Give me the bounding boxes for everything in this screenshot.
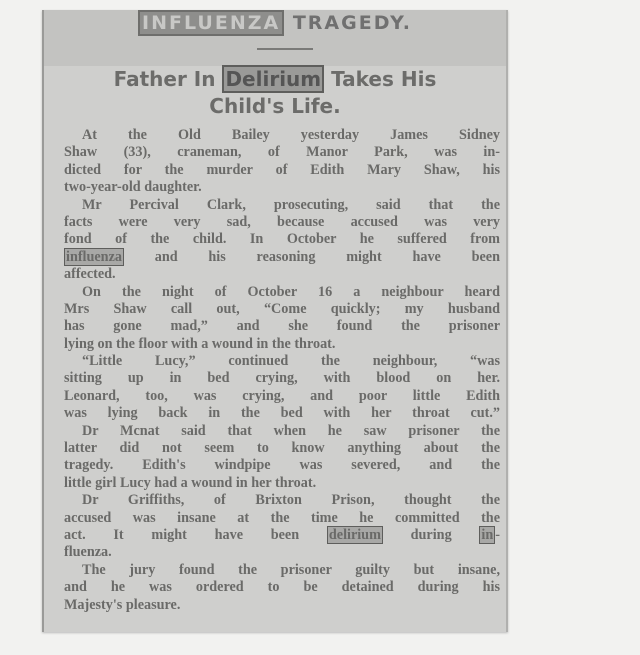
boxed-word: delirium <box>328 526 381 543</box>
line-text: Mr Percival Clark, prosecuting, said that the <box>82 196 500 213</box>
line-text: and he was ordered to be detained during his <box>64 579 500 596</box>
article-line <box>64 214 500 231</box>
line-text: facts were very sad, because accused was very <box>64 213 500 230</box>
article-line <box>64 266 500 283</box>
article-line <box>64 579 500 596</box>
line-text: lying on the floor with a wound in the throat. <box>64 335 336 352</box>
article-line <box>64 249 500 266</box>
article-line <box>64 492 500 509</box>
article-line <box>64 388 500 405</box>
article-line <box>64 318 500 335</box>
headline-pre: Father In <box>113 67 223 91</box>
article-line <box>64 527 500 544</box>
article-line <box>64 336 500 353</box>
article-line <box>64 423 500 440</box>
line-text: The jury found the prisoner guilty but insane, <box>82 561 500 578</box>
article-line <box>64 475 500 492</box>
article-line <box>64 510 500 527</box>
article-line <box>64 562 500 579</box>
line-text: during <box>382 526 480 543</box>
article-body <box>64 127 500 614</box>
article-line <box>64 162 500 179</box>
line-text: “Little Lucy,” continued the neighbour, “was <box>82 353 500 370</box>
article-line <box>64 197 500 214</box>
article-line <box>64 440 500 457</box>
kicker-headline <box>44 12 506 34</box>
article-line <box>64 284 500 301</box>
line-text: Dr Mcnat said that when he saw prisoner the <box>82 422 500 439</box>
line-text: - <box>495 526 500 543</box>
line-text: At the Old Bailey yesterday James Sidney <box>82 127 500 143</box>
article-line <box>64 353 500 370</box>
article-line <box>64 370 500 387</box>
kicker-boxed-word: INFLUENZA <box>138 10 284 36</box>
article-line <box>64 597 500 614</box>
article-line <box>64 231 500 248</box>
line-text: Majesty's pleasure. <box>64 596 181 613</box>
line-text: act. It might have been <box>64 526 327 543</box>
divider-rule <box>257 48 313 50</box>
line-text: Leonard, too, was crying, and poor little Edith <box>64 387 500 404</box>
kicker-rest: TRAGEDY. <box>284 12 412 34</box>
headline-post: Takes His <box>324 67 437 91</box>
line-text: fond of the child. In October he suffered from <box>64 231 500 248</box>
article-line <box>64 301 500 318</box>
line-text: Mrs Shaw call out, “Come quickly; my husband <box>64 300 500 317</box>
boxed-word: in <box>481 526 494 543</box>
line-text: latter did not seem to know anything about the <box>64 440 500 457</box>
line-text: and his reasoning might have been <box>123 248 500 265</box>
headline-boxed-word: Delirium <box>222 65 324 93</box>
headline <box>44 66 506 120</box>
article-line <box>64 144 500 161</box>
header-band <box>44 10 506 66</box>
line-text: affected. <box>64 266 116 283</box>
article-line <box>64 405 500 422</box>
line-text: little girl Lucy had a wound in her throat. <box>64 474 317 491</box>
article-line <box>64 457 500 474</box>
line-text: sitting up in bed crying, with blood on her. <box>64 370 500 387</box>
line-text: On the night of October 16 a neighbour heard <box>82 283 500 300</box>
line-text: has gone mad,” and she found the prisoner <box>64 318 500 335</box>
line-text: two-year-old daughter. <box>64 179 202 196</box>
line-text: accused was insane at the time he committed the <box>64 509 500 526</box>
article-line <box>64 179 500 196</box>
boxed-word: influenza <box>66 248 122 265</box>
line-text: dicted for the murder of Edith Mary Shaw, his <box>64 161 500 178</box>
newspaper-clipping <box>42 10 508 632</box>
line-text: was lying back in the bed with her throat cut.” <box>64 405 500 422</box>
headline-line2: Child's Life. <box>209 94 341 118</box>
line-text: Dr Griffiths, of Brixton Prison, thought the <box>82 492 500 509</box>
line-text: tragedy. Edith's windpipe was severed, and the <box>64 457 500 474</box>
line-text: fluenza. <box>64 544 112 561</box>
article-line <box>64 544 500 561</box>
line-text: Shaw (33), craneman, of Manor Park, was in- <box>64 144 500 161</box>
article-line <box>64 127 500 144</box>
